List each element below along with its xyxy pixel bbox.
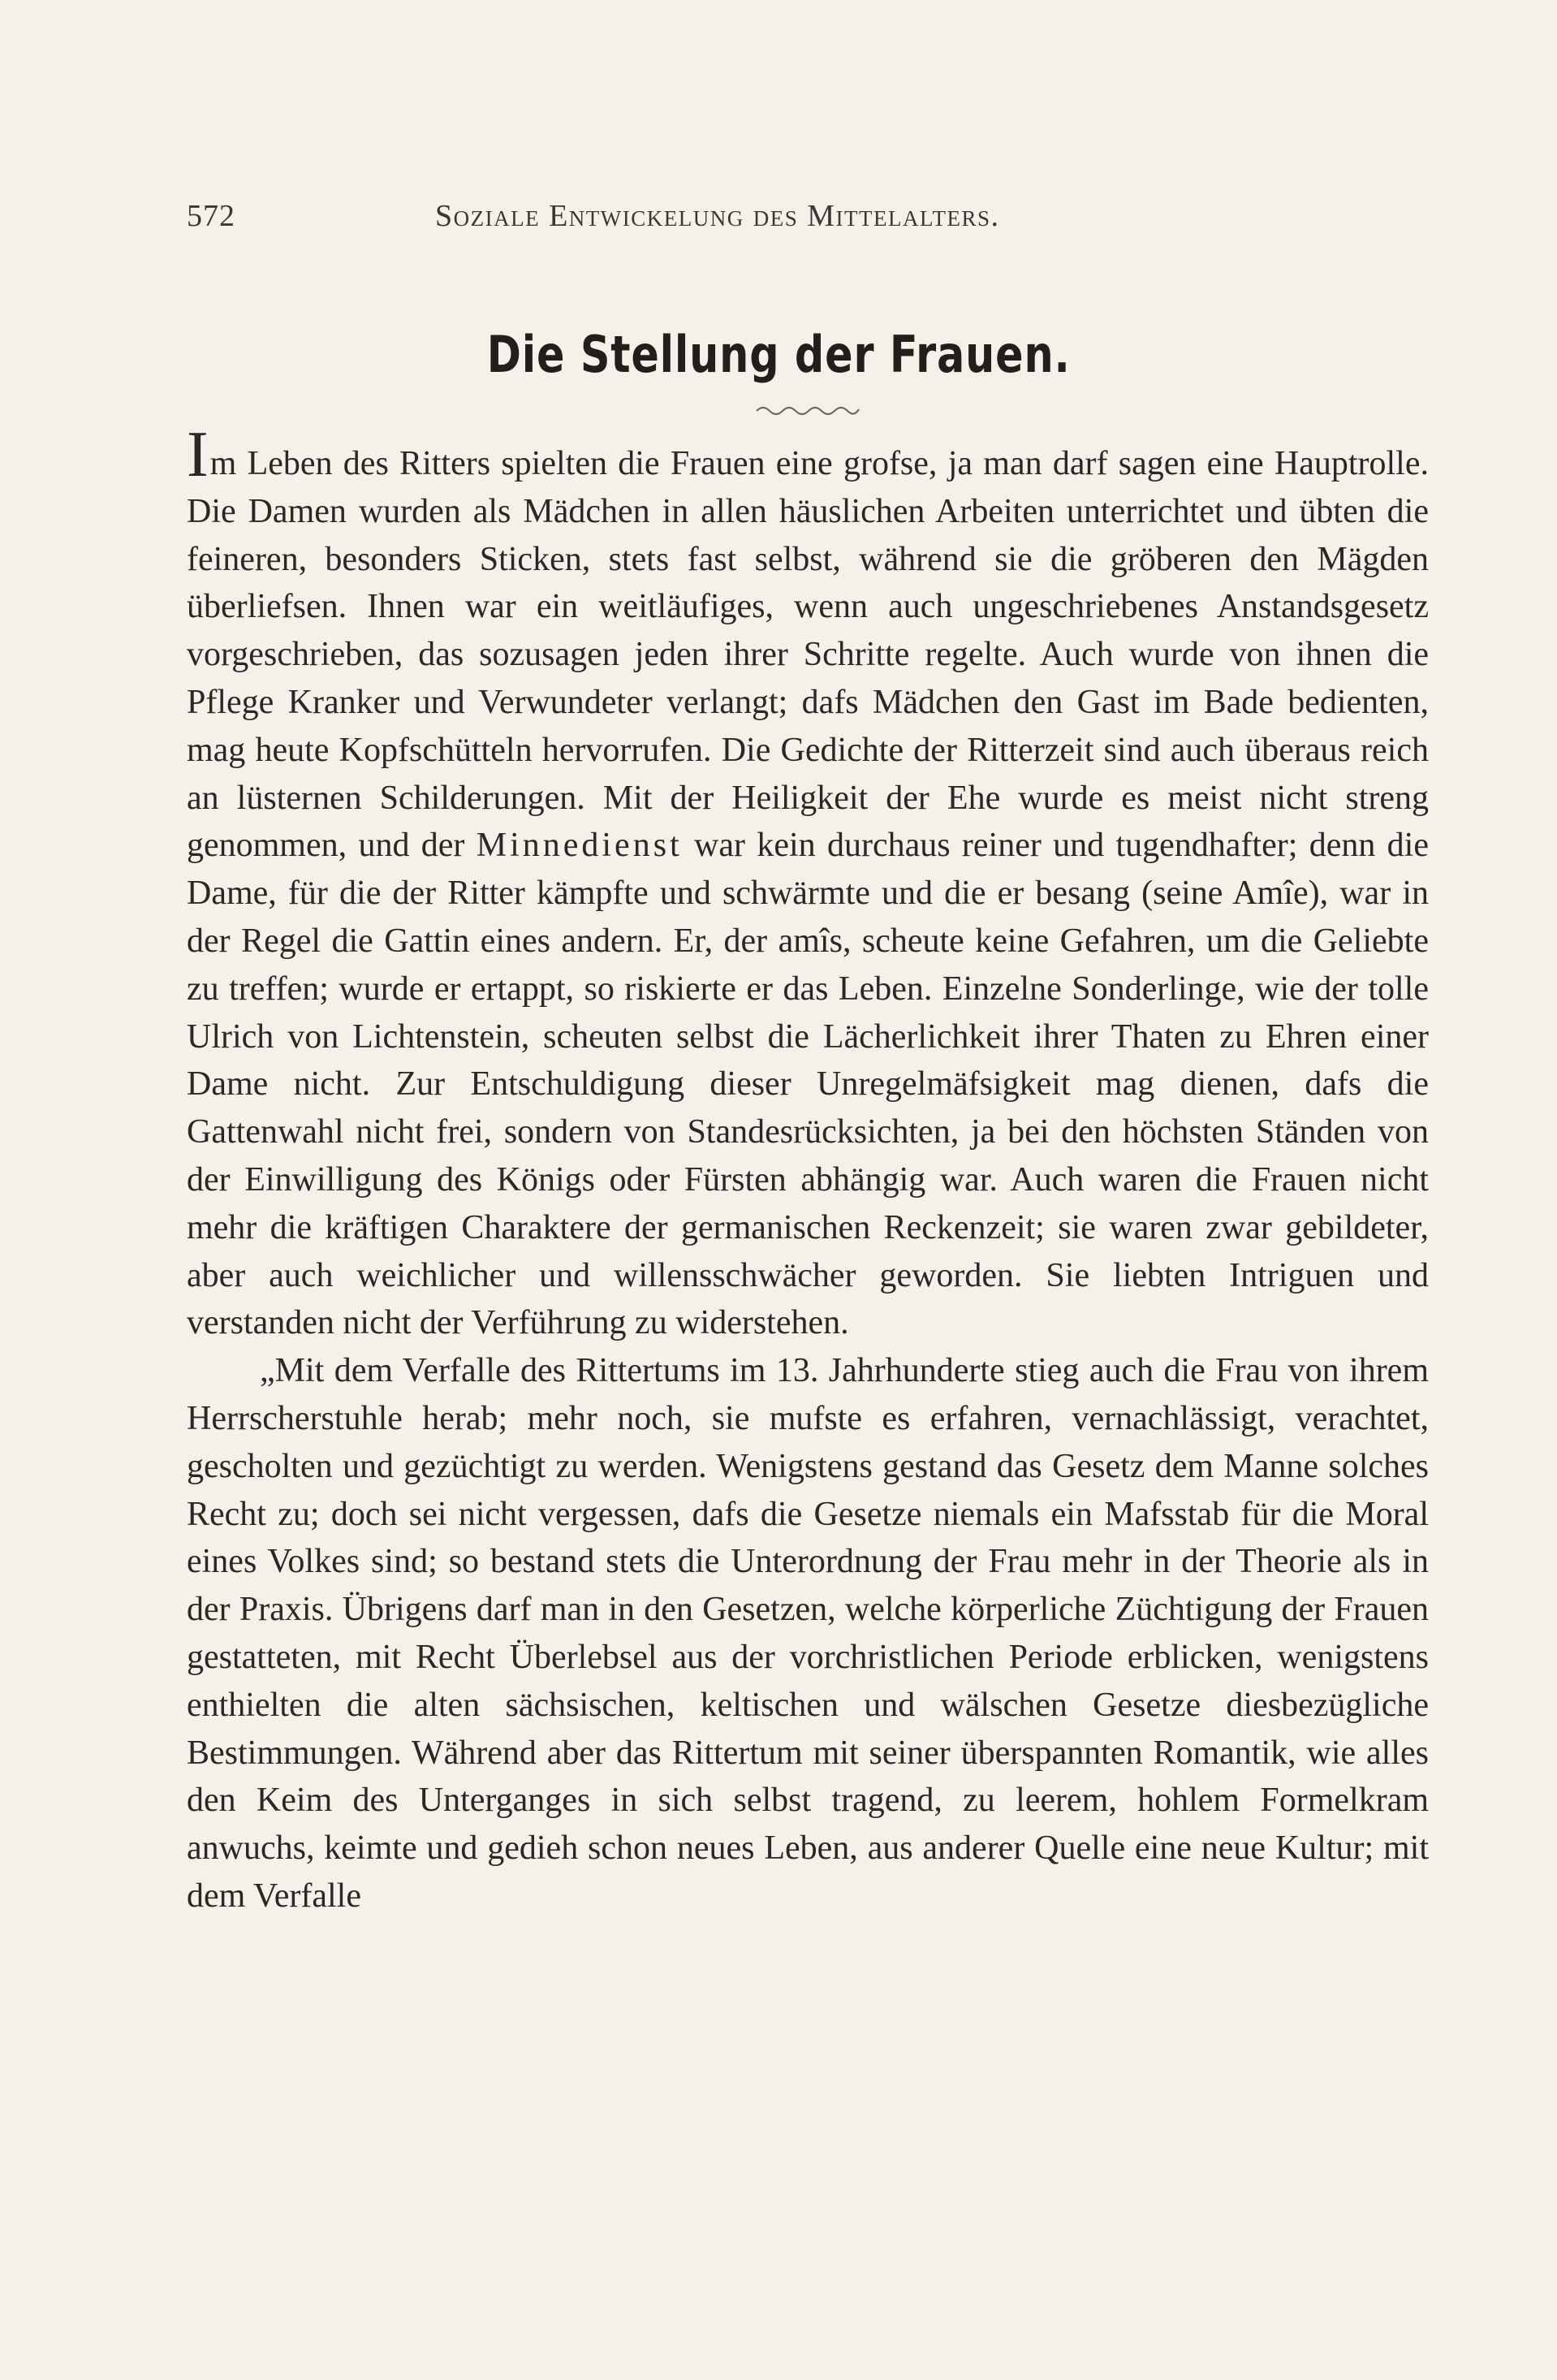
paragraph-2: „Mit dem Verfalle des Rittertums im 13. Jahrhunderte stieg auch die Frau von ihrem Herrscherstuhle herab; mehr noch, sie mufste es erfahren, vernachlässigt, verachtet, gescholten und gezüchtigt zu werden. Wenigstens gestand das Gesetz dem Manne solches Recht zu; doch sei nicht vergessen, dafs die Gesetze niemals ein Mafsstab für die Moral eines Volkes sind; so bestand stets die Unterordnung der Frau mehr in der Theorie als in der Praxis. Übrigens darf man in den Gesetzen, welche körperliche Züchtigung der Frauen gestatteten, mit Recht Überlebsel aus der vorchristlichen Periode erblicken, wenigstens enthielten die alten sächsischen, keltischen und wälschen Gesetze diesbezügliche Bestimmungen. Während aber das Rittertum mit seiner überspannten Romantik, wie alles den Keim des Unterganges in sich selbst tragend, zu leerem, hohlem Formelkram anwuchs, keimte und gedieh schon neues Leben, aus anderer Quelle eine neue Kultur; mit dem Verfalle: [187, 1352, 1429, 1915]
paragraph-1: [187, 419, 1429, 1347]
body-text: [187, 419, 1429, 1920]
drop-initial: I: [187, 419, 209, 490]
page-number: 572: [187, 199, 235, 233]
running-title: Soziale Entwickelung des Mittelalters.: [435, 199, 1000, 233]
running-header: [187, 198, 1185, 240]
wavy-rule-ornament-icon: [755, 401, 860, 417]
paragraph-1-text-end: war kein durchaus reiner und tugendhafter; denn die Dame, für die der Ritter kämpfte und schwärmte und die er besang (seine Amîe), war in der Regel die Gattin eines andern. Er, der amîs, scheute keine Gefahren, um die Geliebte zu treffen; wurde er ertappt, so riskierte er das Leben. Einzelne Sonderlinge, wie der tolle Ulrich von Lichtenstein, scheuten selbst die Lächerlichkeit ihrer Thaten zu Ehren einer Dame nicht. Zur Entschuldigung dieser Unregelmäfsigkeit mag dienen, dafs die Gattenwahl nicht frei, sondern von Standesrücksichten, ja bei den höchsten Ständen von der Einwilligung des Königs oder Fürsten abhängig war. Auch waren die Frauen nicht mehr die kräftigen Charaktere der germanischen Reckenzeit; sie waren zwar gebildeter, aber auch weichlicher und willensschwächer geworden. Sie liebten Intriguen und verstanden nicht der Verführung zu widerstehen.: [187, 827, 1429, 1342]
spaced-emphasis-word: Minnedienst: [476, 827, 683, 865]
section-title: Die Stellung der Frauen.: [486, 325, 1071, 384]
paragraph-1-text-start: m Leben des Ritters spielten die Frauen eine grofse, ja man darf sagen eine Hauptrolle. Die Damen wurden als Mädchen in allen häuslichen Arbeiten unterrichtet und übten die feineren, besonders Sticken, stets fast selbst, während sie die gröberen den Mägden überliefsen. Ihnen war ein weitläufiges, wenn auch ungeschriebenes Anstandsgesetz vorgeschrieben, das sozusagen jeden ihrer Schritte regelte. Auch wurde von ihnen die Pflege Kranker und Verwundeter verlangt; dafs Mädchen den Gast im Bade bedienten, mag heute Kopfschütteln hervorrufen. Die Gedichte der Ritterzeit sind auch überaus reich an lüsternen Schilderungen. Mit der Heiligkeit der Ehe wurde es meist nicht streng genommen, und der: [187, 445, 1429, 865]
